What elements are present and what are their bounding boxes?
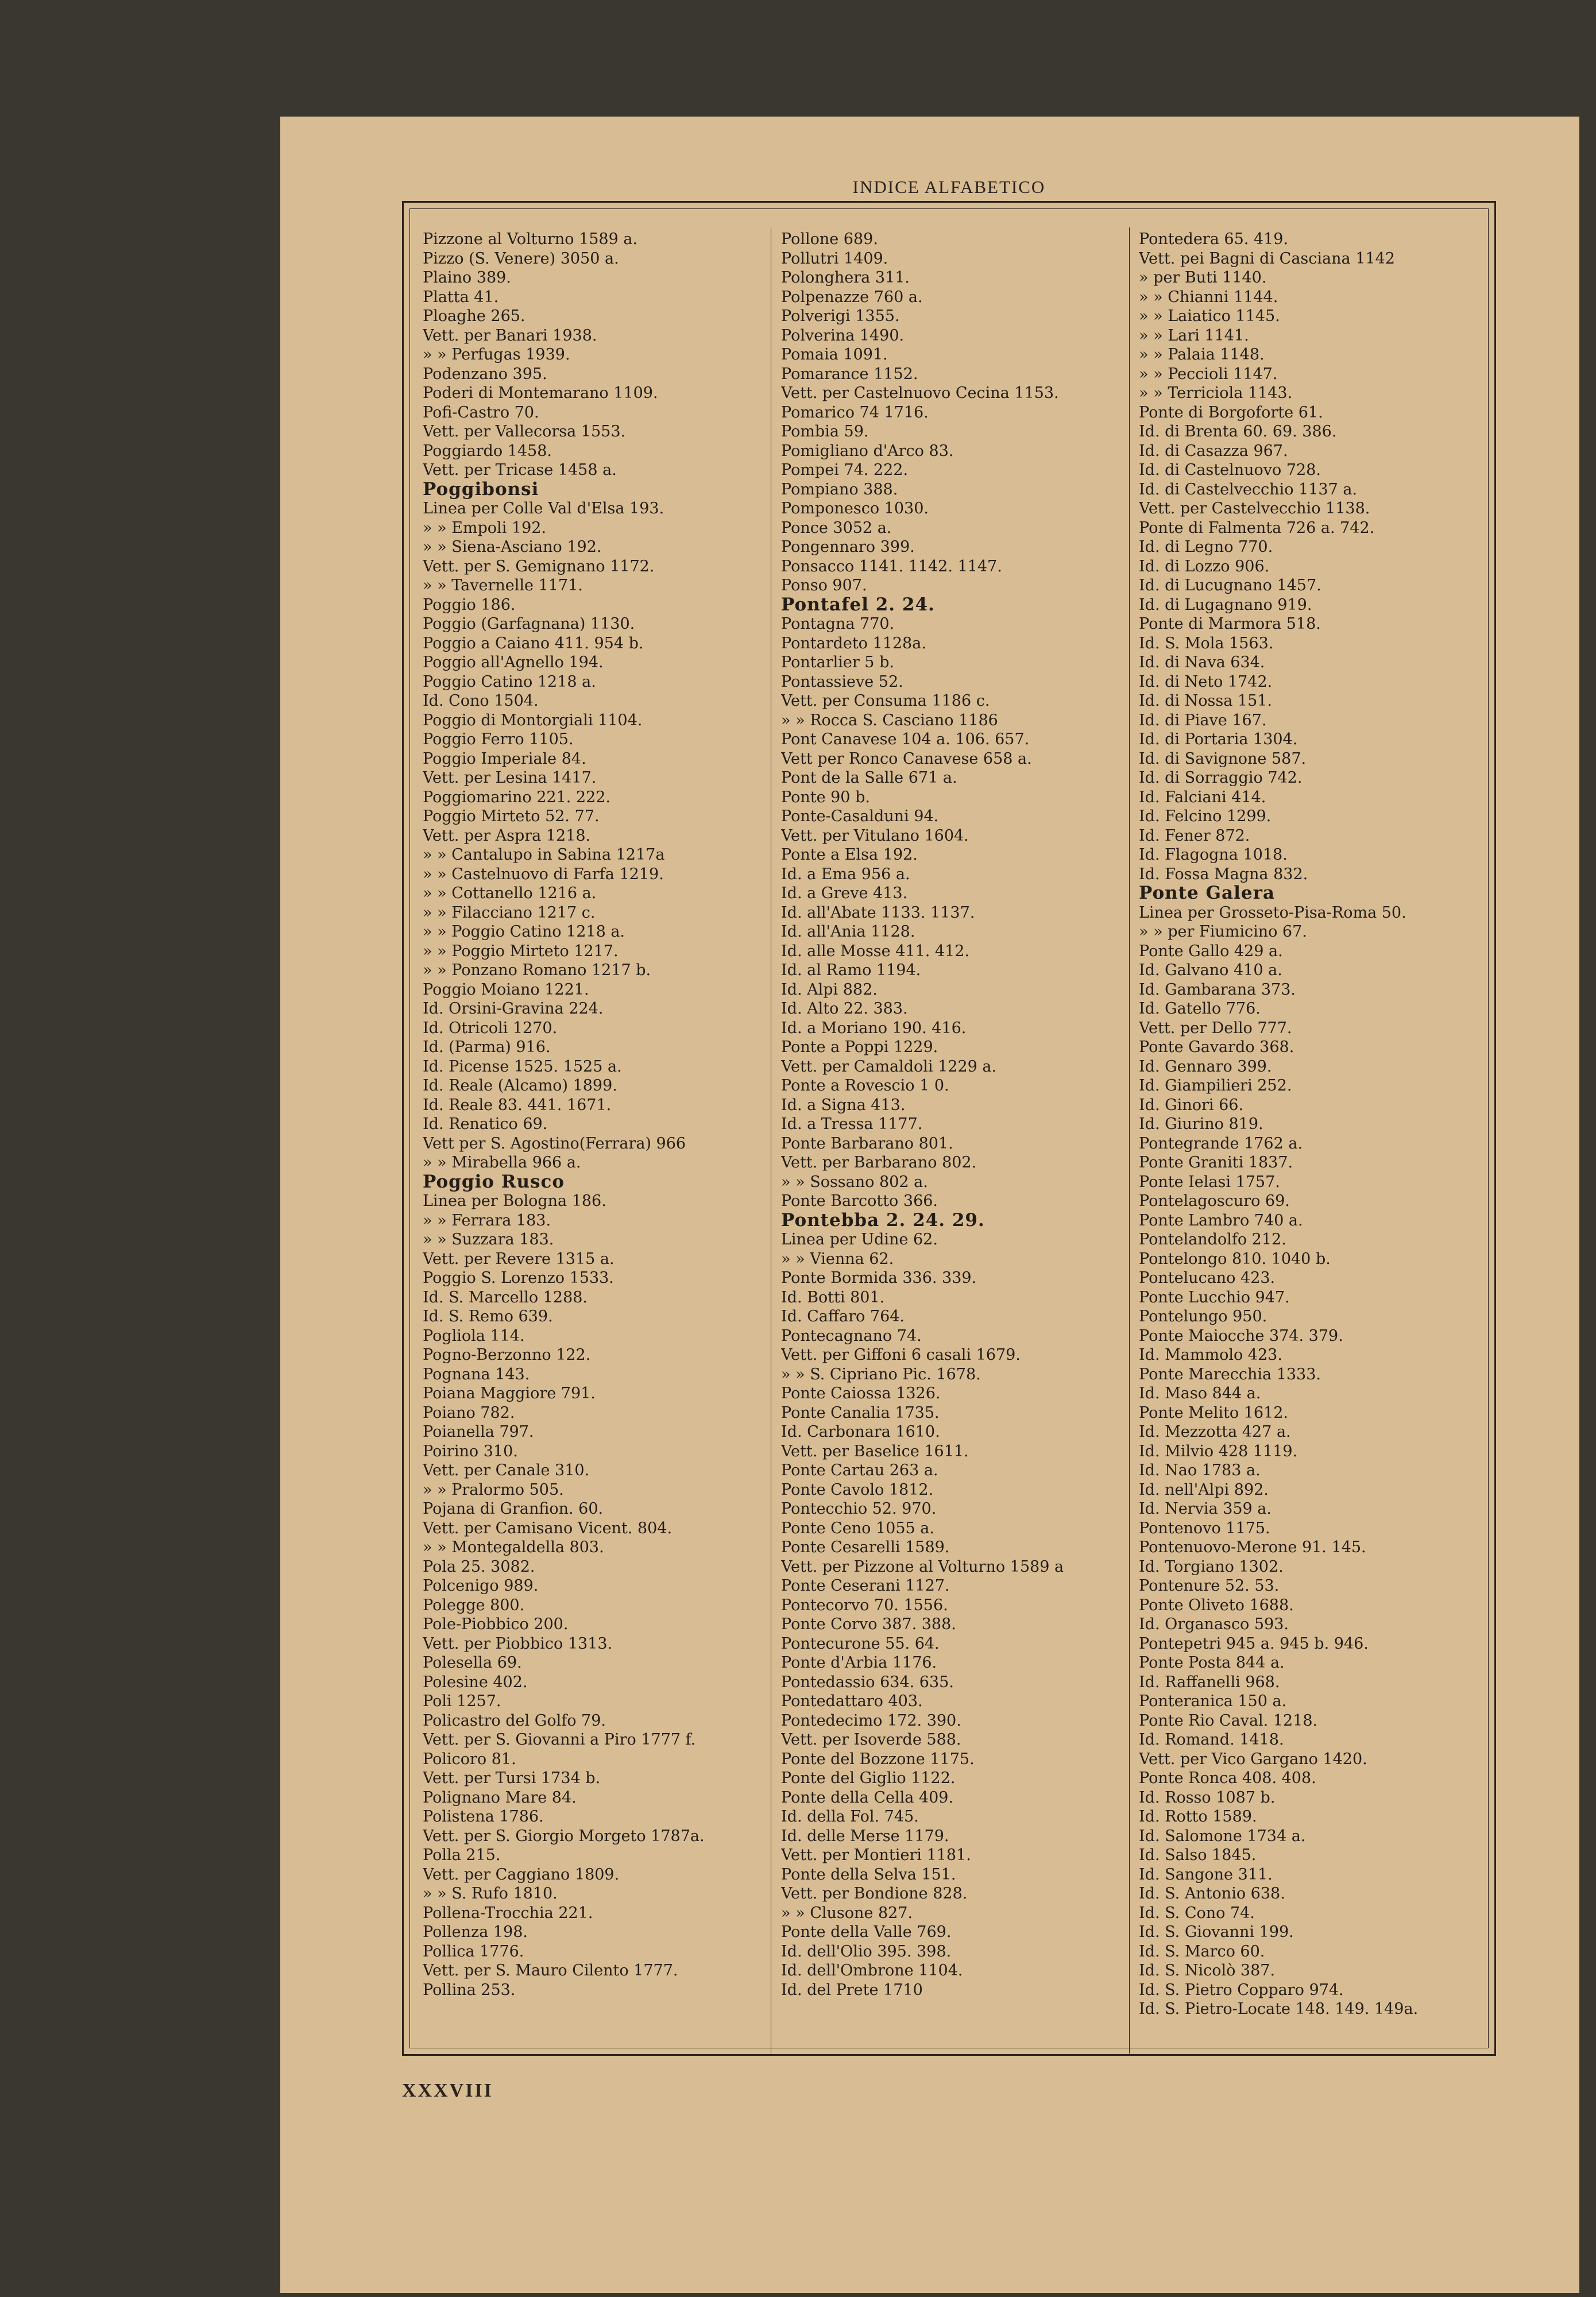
index-entry: Ponteranica 150 a. — [1139, 1692, 1287, 1710]
index-entry: Polpenazze 760 a. — [781, 288, 923, 306]
index-entry: Id. Mammolo 423. — [1139, 1346, 1282, 1364]
index-entry: Id. Gatello 776. — [1139, 1000, 1261, 1018]
index-entry: Vett. per Camisano Vicent. 804. — [423, 1519, 673, 1537]
index-entry: Platta 41. — [423, 288, 499, 306]
index-entry: Pontecagnano 74. — [781, 1327, 922, 1345]
index-entry: » » Empoli 192. — [423, 519, 547, 537]
index-entry: Id. Fossa Magna 832. — [1139, 865, 1308, 883]
index-entry: Id. di Nossa 151. — [1139, 692, 1273, 710]
index-entry: Pognana 143. — [423, 1365, 530, 1383]
index-entry: Id. di Nava 634. — [1139, 653, 1265, 671]
index-entry: Id. (Parma) 916. — [423, 1038, 551, 1056]
index-entry: Id. Salso 1845. — [1139, 1846, 1257, 1864]
index-column-1 — [423, 230, 759, 2050]
index-entry: Id. Orsini-Gravina 224. — [423, 1000, 604, 1018]
index-entry: Pontedecimo 172. 390. — [781, 1711, 961, 1730]
index-entry: Poianella 797. — [423, 1423, 534, 1441]
index-entry: Polcenigo 989. — [423, 1577, 539, 1595]
index-entry: Pontelucano 423. — [1139, 1269, 1276, 1287]
index-entry: Polegge 800. — [423, 1596, 525, 1614]
index-entry: Id. alle Mosse 411. 412. — [781, 942, 970, 960]
section-heading: Pontafel 2. 24. — [781, 595, 935, 614]
index-entry: Pontecurone 55. 64. — [781, 1634, 940, 1653]
index-entry: Vett. per Canale 310. — [423, 1461, 590, 1479]
index-entry: Policastro del Golfo 79. — [423, 1711, 606, 1730]
index-entry: » » Perfugas 1939. — [423, 346, 570, 364]
index-entry: Id. dell'Ombrone 1104. — [781, 1962, 963, 1979]
index-entry: Id. all'Ania 1128. — [781, 923, 915, 941]
index-entry: Id. S. Cono 74. — [1139, 1904, 1255, 1922]
index-entry: Vett. per Isoverde 588. — [781, 1731, 961, 1749]
index-entry: Id. a Signa 413. — [781, 1096, 906, 1114]
index-column-3 — [1139, 230, 1475, 2050]
index-entry: Poggio Ferro 1105. — [423, 730, 574, 748]
index-entry: Ponte Cesarelli 1589. — [781, 1538, 950, 1556]
index-entry: » » Palaia 1148. — [1139, 346, 1265, 364]
index-entry: Ponte a Elsa 192. — [781, 846, 918, 864]
index-entry: » » Siena-Asciano 192. — [423, 538, 602, 556]
index-entry: Id. S. Marco 60. — [1139, 1942, 1265, 1960]
index-entry: Pollena-Trocchia 221. — [423, 1904, 593, 1922]
index-entry: Vett. per Tricase 1458 a. — [423, 461, 617, 479]
index-entry: Id. S. Mola 1563. — [1139, 634, 1274, 652]
index-entry: Id. Raffanelli 968. — [1139, 1673, 1280, 1691]
index-entry: Id. S. Nicolò 387. — [1139, 1962, 1276, 1979]
index-entry: Poggiardo 1458. — [423, 442, 552, 460]
index-entry: Ponce 3052 a. — [781, 519, 892, 537]
index-entry: Id. delle Merse 1179. — [781, 1827, 949, 1845]
index-entry: » » Poggio Catino 1218 a. — [423, 923, 625, 941]
index-entry: Id. Botti 801. — [781, 1288, 885, 1306]
index-entry: Linea per Bologna 186. — [423, 1192, 606, 1210]
index-entry: Policoro 81. — [423, 1750, 516, 1768]
index-entry: Pomarico 74 1716. — [781, 403, 929, 421]
index-entry: Id. di Legno 770. — [1139, 538, 1273, 556]
index-entry: Pontedassio 634. 635. — [781, 1673, 954, 1691]
index-entry: Poggio Mirteto 52. 77. — [423, 807, 600, 825]
index-entry: Id. Galvano 410 a. — [1139, 961, 1282, 979]
index-entry: Ponte Melito 1612. — [1139, 1403, 1289, 1422]
index-entry: Id. Organasco 593. — [1139, 1615, 1289, 1633]
index-entry: Id. di Neto 1742. — [1139, 672, 1273, 691]
index-entry: Ponte Bormida 336. 339. — [781, 1269, 977, 1287]
index-entry: Vett. per Tursi 1734 b. — [423, 1769, 601, 1787]
index-entry: Poggio S. Lorenzo 1533. — [423, 1269, 614, 1287]
index-entry: Ponte Rio Caval. 1218. — [1139, 1711, 1318, 1730]
index-entry: Id. Gambarana 373. — [1139, 980, 1296, 999]
index-entry: Id. S. Giovanni 199. — [1139, 1923, 1294, 1941]
index-entry: Id. della Fol. 745. — [781, 1808, 919, 1826]
index-entry: Vett per S. Agostino(Ferrara) 966 — [423, 1134, 686, 1153]
index-entry: Id. di Casazza 967. — [1139, 442, 1288, 460]
index-entry: Id. Fener 872. — [1139, 826, 1250, 845]
index-entry: Id. Reale 83. 441. 1671. — [423, 1096, 612, 1114]
index-entry: Linea per Udine 62. — [781, 1231, 938, 1248]
index-entry: Id. di Lozzo 906. — [1139, 557, 1270, 575]
index-entry: Linea per Grosseto-Pisa-Roma 50. — [1139, 903, 1406, 922]
index-entry: Vett. per Aspra 1218. — [423, 826, 591, 845]
index-entry: Pontarlier 5 b. — [781, 653, 894, 671]
page-number: XXXVIII — [402, 2080, 493, 2101]
index-entry: Poli 1257. — [423, 1692, 501, 1710]
index-entry: Id. Otricoli 1270. — [423, 1019, 558, 1037]
index-entry: Polverigi 1355. — [781, 307, 900, 325]
index-entry: Id. di Portaria 1304. — [1139, 730, 1298, 748]
index-entry: Ponte a Rovescio 1 0. — [781, 1077, 949, 1095]
index-entry: Id. S. Remo 639. — [423, 1308, 553, 1325]
index-entry: Pollutri 1409. — [781, 249, 888, 268]
index-entry: Ponte Cartau 263 a. — [781, 1461, 938, 1479]
index-entry: Ponte Lambro 740 a. — [1139, 1211, 1303, 1229]
index-entry: Polignano Mare 84. — [423, 1788, 577, 1807]
index-entry: Ponte di Falmenta 726 a. 742. — [1139, 519, 1375, 537]
index-entry: Poggio di Montorgiali 1104. — [423, 711, 643, 729]
index-entry: Id. Flagogna 1018. — [1139, 846, 1288, 864]
index-entry: Id. Felcino 1299. — [1139, 807, 1272, 825]
index-entry: » » Suzzara 183. — [423, 1231, 554, 1248]
index-entry: » » Clusone 827. — [781, 1904, 913, 1922]
index-entry: Ponte del Bozzone 1175. — [781, 1750, 975, 1768]
index-entry: Pomponesco 1030. — [781, 500, 929, 517]
index-entry: Pontedera 65. 419. — [1139, 230, 1289, 248]
index-entry: Polesella 69. — [423, 1654, 522, 1672]
index-entry: Pontenuovo-Merone 91. 145. — [1139, 1538, 1366, 1556]
index-entry: Poggio Imperiale 84. — [423, 749, 586, 768]
index-entry: Id. Alpi 882. — [781, 980, 878, 999]
index-entry: Vett. per S. Giovanni a Piro 1777 f. — [423, 1731, 696, 1749]
index-entry: Id. Giampilieri 252. — [1139, 1077, 1292, 1095]
index-entry: Poggiomarino 221. 222. — [423, 788, 611, 806]
index-entry: Vett. per Caggiano 1809. — [423, 1865, 620, 1884]
index-entry: Id. a Moriano 190. 416. — [781, 1019, 967, 1037]
index-entry: » » Rocca S. Casciano 1186 — [781, 711, 998, 729]
index-entry: Id. di Sorraggio 742. — [1139, 769, 1303, 787]
index-entry: Pontenovo 1175. — [1139, 1519, 1270, 1537]
index-entry: Poderi di Montemarano 1109. — [423, 384, 658, 402]
index-entry: » » Pralormo 505. — [423, 1480, 564, 1499]
index-entry: Pont Canavese 104 a. 106. 657. — [781, 730, 1030, 748]
index-entry: Vett. per Giffoni 6 casali 1679. — [781, 1346, 1021, 1364]
index-entry: Vett. per Castelnuovo Cecina 1153. — [781, 384, 1059, 402]
index-entry: » » Montegaldella 803. — [423, 1538, 604, 1556]
index-entry: Id. Reale (Alcamo) 1899. — [423, 1077, 617, 1095]
index-entry: Ponte Caiossa 1326. — [781, 1385, 941, 1402]
index-entry: Pola 25. 3082. — [423, 1557, 535, 1576]
index-entry: » » per Fiumicino 67. — [1139, 923, 1307, 941]
index-entry: » » Mirabella 966 a. — [423, 1154, 581, 1171]
index-entry: Polesine 402. — [423, 1673, 528, 1691]
index-entry: Ponte Corvo 387. 388. — [781, 1615, 956, 1633]
index-entry: » » Poggio Mirteto 1217. — [423, 942, 619, 960]
index-entry: Pontelongo 810. 1040 b. — [1139, 1250, 1331, 1268]
index-entry: Id. di Lugagnano 919. — [1139, 595, 1312, 614]
index-entry: Vett. per Pizzone al Volturno 1589 a — [781, 1557, 1064, 1576]
index-entry: Id. all'Abate 1133. 1137. — [781, 903, 975, 922]
index-entry: Id. al Ramo 1194. — [781, 961, 921, 979]
index-entry: Id. di Castelvecchio 1137 a. — [1139, 480, 1358, 498]
index-entry: » » S. Cipriano Pic. 1678. — [781, 1365, 981, 1383]
index-entry: Ponte-Casalduni 94. — [781, 807, 939, 825]
index-entry: Vett. per Consuma 1186 c. — [781, 692, 990, 710]
index-entry: Ponte Ielasi 1757. — [1139, 1173, 1280, 1191]
index-entry: Pontardeto 1128a. — [781, 634, 926, 652]
index-entry: » » Sossano 802 a. — [781, 1173, 928, 1191]
index-entry: Ponte Posta 844 a. — [1139, 1654, 1285, 1672]
index-entry: Pofi-Castro 70. — [423, 403, 539, 421]
index-entry: Ponte Graniti 1837. — [1139, 1154, 1293, 1171]
index-entry: Id. di Castelnuovo 728. — [1139, 461, 1321, 479]
index-entry: » » Lari 1141. — [1139, 326, 1249, 345]
index-entry: Vett. per Vitulano 1604. — [781, 826, 969, 845]
index-entry: Pontepetri 945 a. 945 b. 946. — [1139, 1634, 1369, 1653]
index-entry: Id. S. Pietro Copparo 974. — [1139, 1981, 1344, 1999]
index-entry: Polonghera 311. — [781, 269, 910, 287]
index-entry: Id. Caffaro 764. — [781, 1308, 905, 1325]
index-entry: Id. Rosso 1087 b. — [1139, 1788, 1276, 1807]
index-entry: Id. Gennaro 399. — [1139, 1057, 1272, 1076]
index-entry: Vett. per Baselice 1611. — [781, 1442, 969, 1460]
index-entry: Id. Falciani 414. — [1139, 788, 1266, 806]
index-entry: Id. dell'Olio 395. 398. — [781, 1942, 952, 1960]
index-entry: Ponte della Cella 409. — [781, 1788, 954, 1807]
index-entry: » » Castelnuovo di Farfa 1219. — [423, 865, 664, 883]
index-entry: Pontegrande 1762 a. — [1139, 1134, 1303, 1153]
index-entry: Ponte Gallo 429 a. — [1139, 942, 1283, 960]
index-entry: Plaino 389. — [423, 269, 511, 287]
index-entry: Ponte Ronca 408. 408. — [1139, 1769, 1316, 1787]
index-entry: Id. Alto 22. 383. — [781, 1000, 908, 1018]
section-heading: Poggibonsi — [423, 479, 539, 499]
index-entry: Id. di Piave 167. — [1139, 711, 1267, 729]
index-entry: Pontecchio 52. 970. — [781, 1500, 937, 1518]
index-entry: Pontedattaro 403. — [781, 1692, 923, 1710]
index-entry: Ponte Maiocche 374. 379. — [1139, 1327, 1343, 1345]
index-entry: Poiana Maggiore 791. — [423, 1385, 596, 1402]
index-entry: Pollone 689. — [781, 230, 878, 248]
index-entry: Ponte a Poppi 1229. — [781, 1038, 938, 1056]
index-entry: Pollenza 198. — [423, 1923, 528, 1941]
index-entry: Ponte 90 b. — [781, 788, 870, 806]
index-entry: Pole-Piobbico 200. — [423, 1615, 569, 1633]
index-entry: Pontecorvo 70. 1556. — [781, 1596, 948, 1614]
index-entry: Poirino 310. — [423, 1442, 518, 1460]
index-entry: Vett. per Camaldoli 1229 a. — [781, 1057, 997, 1076]
index-entry: » » Cantalupo in Sabina 1217a — [423, 846, 665, 864]
column-rule-2 — [1129, 227, 1130, 2054]
index-entry: Id. S. Pietro-Locate 148. 149. 149a. — [1139, 2000, 1419, 2018]
index-entry: Pont de la Salle 671 a. — [781, 769, 957, 787]
index-entry: Id. Torgiano 1302. — [1139, 1557, 1284, 1576]
index-entry: Pizzone al Volturno 1589 a. — [423, 230, 638, 248]
index-entry: Id. Picense 1525. 1525 a. — [423, 1057, 622, 1076]
index-entry: Id. di Lucugnano 1457. — [1139, 577, 1321, 594]
index-entry: Vett. per Lesina 1417. — [423, 769, 597, 787]
index-entry: Id. di Savignone 587. — [1139, 749, 1307, 768]
index-entry: Vett. per Bondione 828. — [781, 1885, 968, 1902]
index-entry: Id. S. Marcello 1288. — [423, 1288, 588, 1306]
index-entry: Vett. per Revere 1315 a. — [423, 1250, 615, 1268]
section-heading: Ponte Galera — [1139, 884, 1276, 903]
index-entry: Vett. per Dello 777. — [1139, 1019, 1292, 1037]
index-entry: Pontassieve 52. — [781, 672, 903, 691]
index-entry: Id. Ginori 66. — [1139, 1096, 1244, 1114]
index-entry: Vett. per Montieri 1181. — [781, 1846, 971, 1864]
index-entry: Ploaghe 265. — [423, 307, 525, 325]
index-entry: Ponte Marecchia 1333. — [1139, 1365, 1321, 1383]
index-entry: » » Ponzano Romano 1217 b. — [423, 961, 651, 979]
index-entry: » per Buti 1140. — [1139, 269, 1267, 287]
index-entry: » » S. Rufo 1810. — [423, 1885, 558, 1902]
index-entry: Id. Sangone 311. — [1139, 1865, 1273, 1884]
index-entry: Polverina 1490. — [781, 326, 905, 345]
index-entry: Vett. per S. Gemignano 1172. — [423, 557, 655, 575]
index-entry: Ponte del Giglio 1122. — [781, 1769, 956, 1787]
index-entry: Id. Salomone 1734 a. — [1139, 1827, 1306, 1845]
index-entry: Id. Romand. 1418. — [1139, 1731, 1284, 1749]
index-entry: Pongennaro 399. — [781, 538, 915, 556]
index-entry: Vett. pei Bagni di Casciana 1142 — [1139, 249, 1395, 268]
index-entry: Pontagna 770. — [781, 615, 895, 633]
index-entry: Vett per Ronco Canavese 658 a. — [781, 749, 1032, 768]
index-entry: Ponte di Borgoforte 61. — [1139, 403, 1323, 421]
index-entry: Pomigliano d'Arco 83. — [781, 442, 954, 460]
index-entry: Id. S. Antonio 638. — [1139, 1885, 1285, 1902]
index-entry: Poggio Moiano 1221. — [423, 980, 589, 999]
index-entry: Pontelagoscuro 69. — [1139, 1192, 1290, 1210]
index-entry: Poggio all'Agnello 194. — [423, 653, 604, 671]
index-entry: Ponte Ceno 1055 a. — [781, 1519, 934, 1537]
index-entry: Ponte Canalia 1735. — [781, 1403, 940, 1422]
index-entry: Pontelungo 950. — [1139, 1308, 1267, 1325]
index-entry: Pogliola 114. — [423, 1327, 525, 1345]
index-entry: Poggio a Caiano 411. 954 b. — [423, 634, 644, 652]
index-entry: Pompei 74. 222. — [781, 461, 909, 479]
index-entry: Podenzano 395. — [423, 365, 547, 383]
index-entry: » » Peccioli 1147. — [1139, 365, 1278, 383]
index-entry: Vett. per Vico Gargano 1420. — [1139, 1750, 1367, 1768]
index-entry: Pojana di Granfion. 60. — [423, 1500, 604, 1518]
index-entry: Id. Nao 1783 a. — [1139, 1461, 1261, 1479]
index-entry: Id. di Brenta 60. 69. 386. — [1139, 423, 1337, 440]
index-entry: Pompiano 388. — [781, 480, 898, 498]
index-entry: Ponte Oliveto 1688. — [1139, 1596, 1294, 1614]
index-entry: Pollina 253. — [423, 1981, 516, 1999]
index-entry: Id. a Ema 956 a. — [781, 865, 910, 883]
index-entry: Ponte Gavardo 368. — [1139, 1038, 1294, 1056]
index-entry: Id. a Greve 413. — [781, 884, 908, 902]
index-entry: Ponte Lucchio 947. — [1139, 1288, 1290, 1306]
index-entry: Id. Milvio 428 1119. — [1139, 1442, 1298, 1460]
index-entry: » » Cottanello 1216 a. — [423, 884, 597, 902]
index-entry: Poiano 782. — [423, 1403, 515, 1422]
index-entry: Id. Maso 844 a. — [1139, 1385, 1261, 1402]
index-entry: Vett. per Piobbico 1313. — [423, 1634, 613, 1653]
section-heading: Pontebba 2. 24. 29. — [781, 1211, 985, 1230]
index-entry: Vett. per Barbarano 802. — [781, 1154, 977, 1171]
index-entry: Ponte della Selva 151. — [781, 1865, 956, 1884]
index-entry: Id. del Prete 1710 — [781, 1981, 923, 1999]
index-entry: Ponso 907. — [781, 577, 867, 594]
index-entry: Polla 215. — [423, 1846, 501, 1864]
index-entry: » » Terriciola 1143. — [1139, 384, 1293, 402]
index-entry: » » Chianni 1144. — [1139, 288, 1278, 306]
index-entry: Vett. per S. Giorgio Morgeto 1787a. — [423, 1827, 705, 1845]
index-entry: Poggio (Garfagnana) 1130. — [423, 615, 635, 633]
index-entry: Id. Mezzotta 427 a. — [1139, 1423, 1291, 1441]
page-header: INDICE ALFABETICO — [852, 177, 1046, 197]
index-entry: Polistena 1786. — [423, 1808, 544, 1826]
index-entry: Id. Cono 1504. — [423, 692, 539, 710]
index-entry: Pomaia 1091. — [781, 346, 888, 364]
index-entry: Vett. per Castelvecchio 1138. — [1139, 500, 1370, 517]
index-entry: Ponte Barbarano 801. — [781, 1134, 953, 1153]
index-entry: Id. nell'Alpi 892. — [1139, 1480, 1269, 1499]
index-entry: Poggio Catino 1218 a. — [423, 672, 596, 691]
index-entry: » » Filacciano 1217 c. — [423, 903, 596, 922]
index-entry: Pogno-Berzonno 122. — [423, 1346, 591, 1364]
index-entry: Vett. per Banari 1938. — [423, 326, 597, 345]
index-entry: Vett. per Vallecorsa 1553. — [423, 423, 626, 440]
index-entry: Ponte d'Arbia 1176. — [781, 1654, 937, 1672]
index-entry: Ponte Ceserani 1127. — [781, 1577, 950, 1595]
index-entry: Vett. per S. Mauro Cilento 1777. — [423, 1962, 678, 1979]
index-entry: » » Laiatico 1145. — [1139, 307, 1280, 325]
index-entry: Pontelandolfo 212. — [1139, 1231, 1286, 1248]
index-entry: Ponte di Marmora 518. — [1139, 615, 1321, 633]
index-entry: Id. Rotto 1589. — [1139, 1808, 1257, 1826]
index-entry: » » Ferrara 183. — [423, 1211, 551, 1229]
index-entry: Pizzo (S. Venere) 3050 a. — [423, 249, 619, 268]
index-entry: Pombia 59. — [781, 423, 869, 440]
section-heading: Poggio Rusco — [423, 1172, 565, 1192]
index-entry: Id. Giurino 819. — [1139, 1115, 1263, 1133]
index-entry: Id. Nervia 359 a. — [1139, 1500, 1272, 1518]
index-entry: Ponsacco 1141. 1142. 1147. — [781, 557, 1002, 575]
index-entry: Ponte della Valle 769. — [781, 1923, 952, 1941]
index-entry: Ponte Cavolo 1812. — [781, 1480, 934, 1499]
index-entry: Pomarance 1152. — [781, 365, 918, 383]
index-entry: » » Tavernelle 1171. — [423, 577, 583, 594]
index-column-2 — [781, 230, 1117, 2050]
index-entry: Ponte Barcotto 366. — [781, 1192, 938, 1210]
index-entry: Id. Renatico 69. — [423, 1115, 548, 1133]
index-entry: Id. a Tressa 1177. — [781, 1115, 923, 1133]
index-entry: Id. Carbonara 1610. — [781, 1423, 940, 1441]
index-entry: » » Vienna 62. — [781, 1250, 894, 1268]
index-entry: Pollica 1776. — [423, 1942, 524, 1960]
index-entry: Poggio 186. — [423, 595, 516, 614]
index-entry: Pontenure 52. 53. — [1139, 1577, 1280, 1595]
index-entry: Linea per Colle Val d'Elsa 193. — [423, 500, 664, 517]
